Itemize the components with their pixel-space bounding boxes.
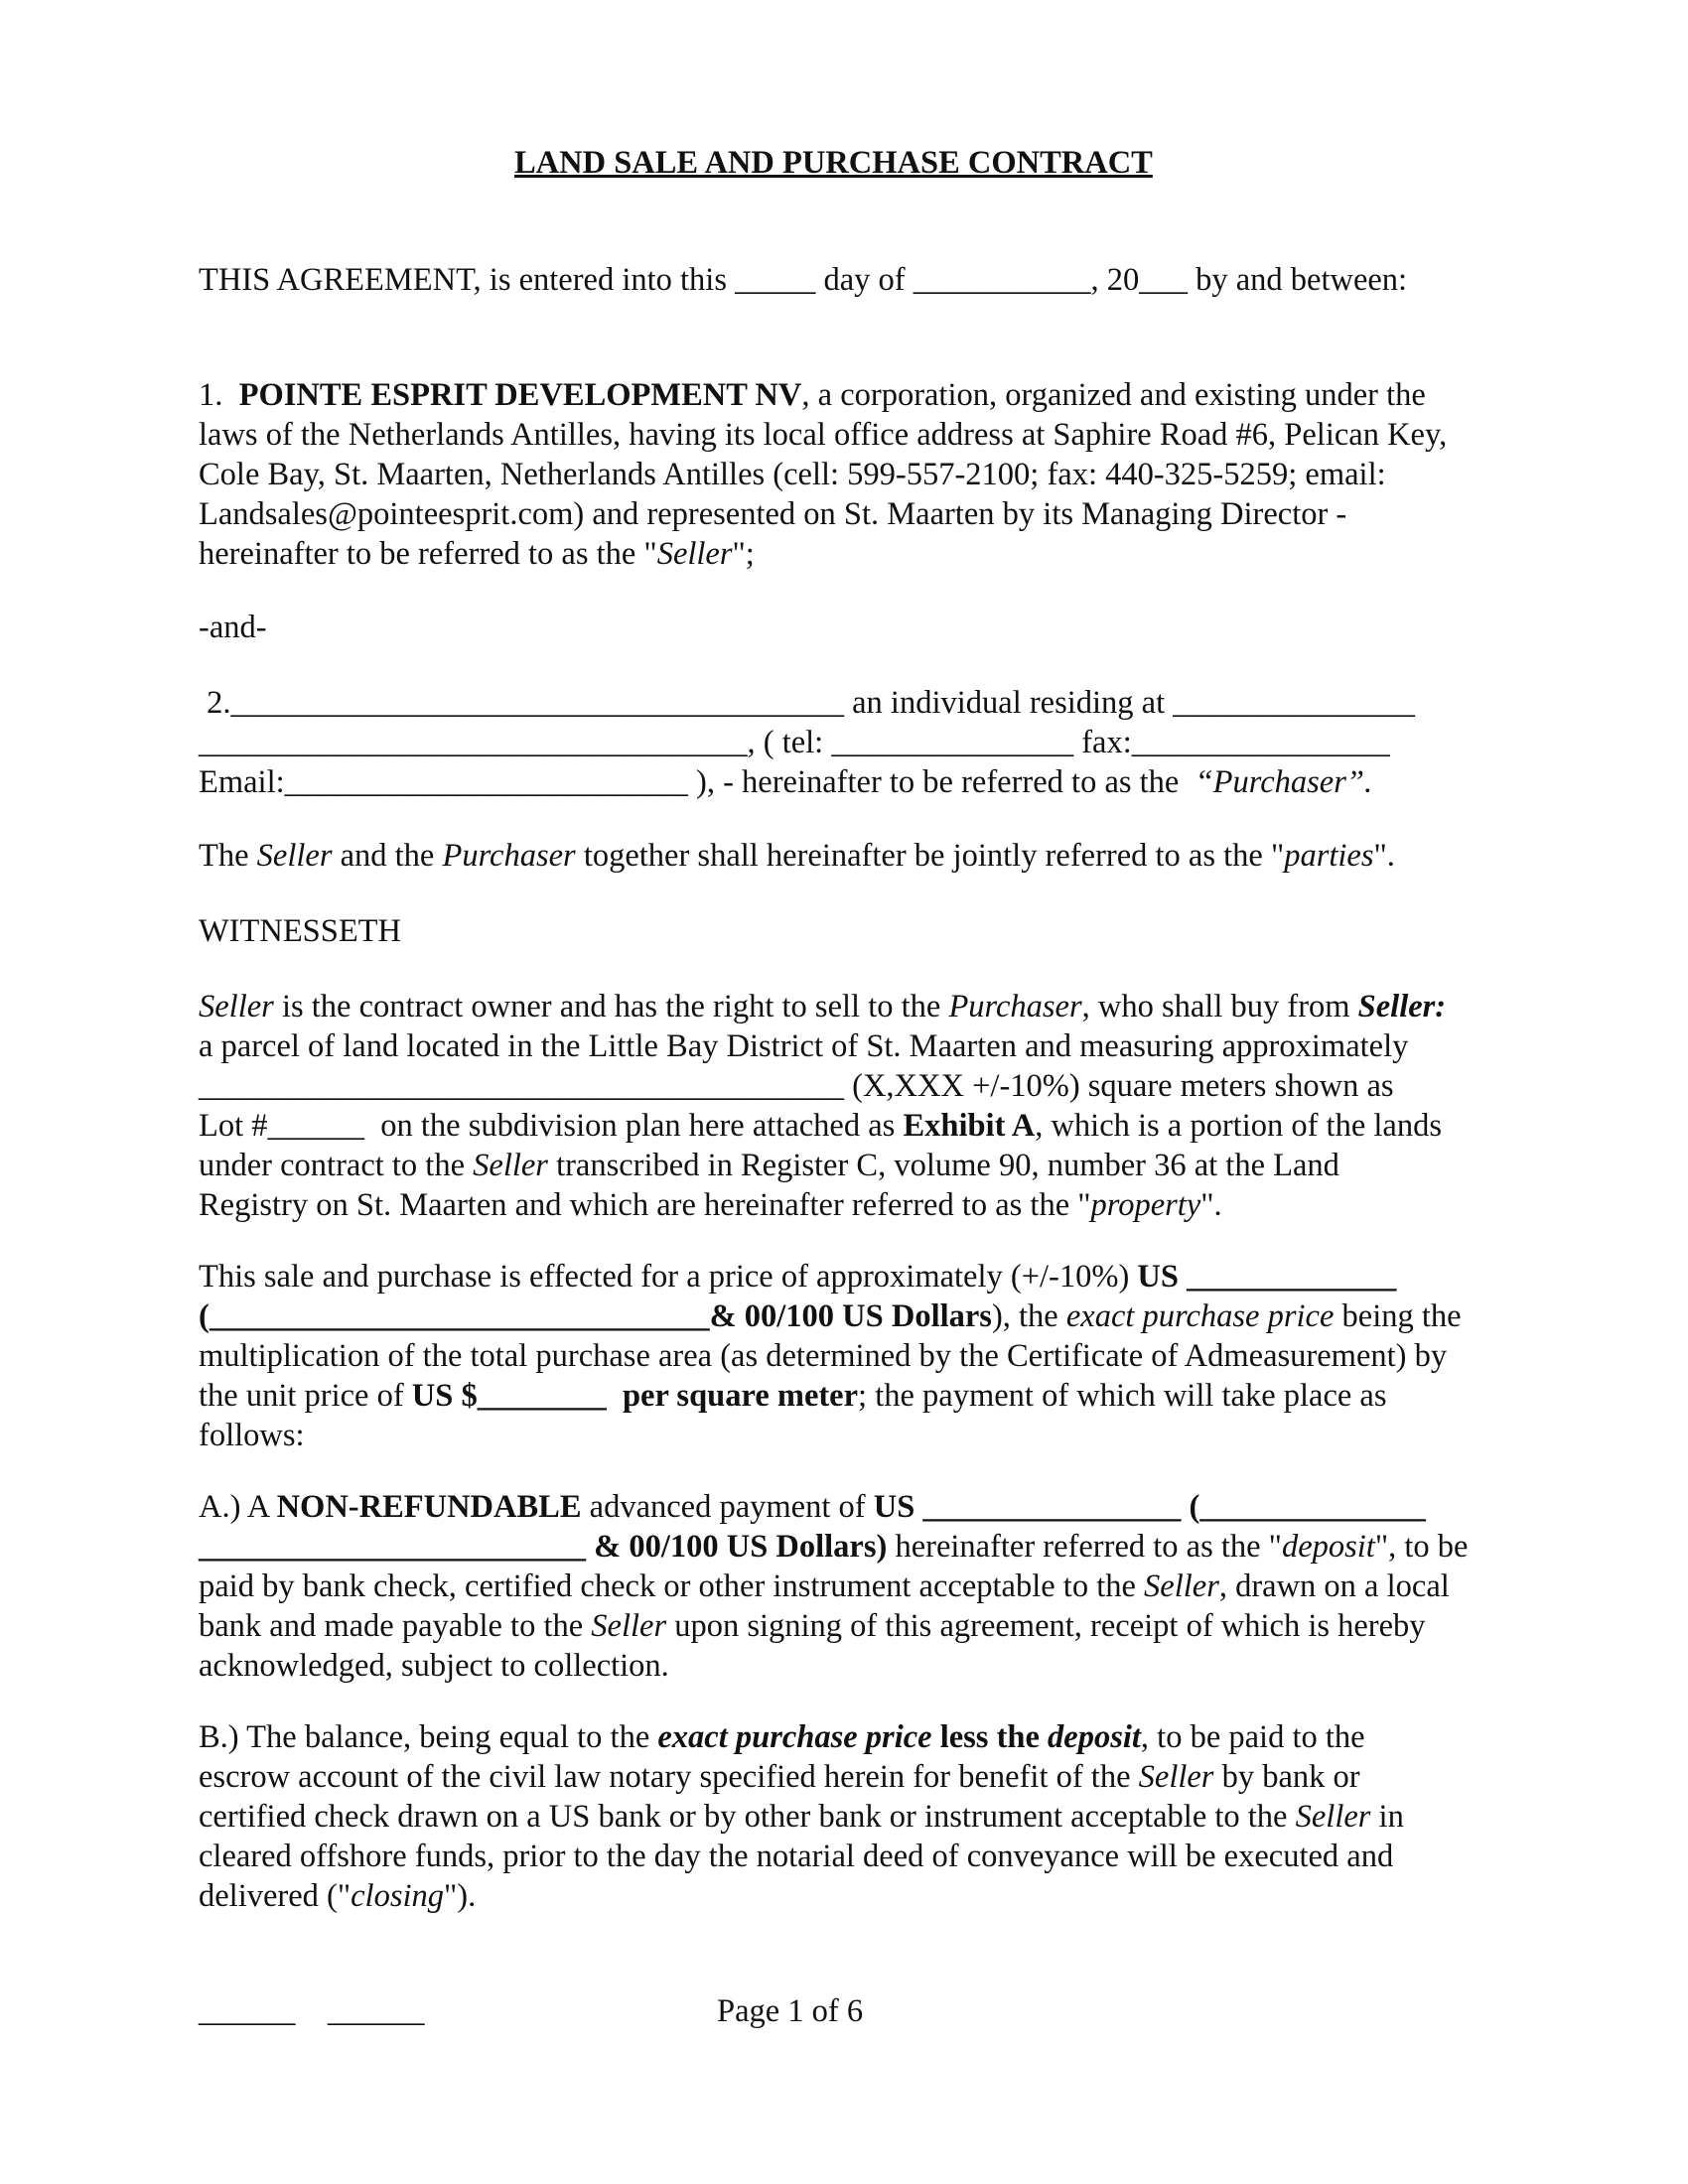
clause-a-text: paid by bank check, certified check or other instrument acceptable to the bbox=[199, 1569, 1145, 1604]
price-line-4 bbox=[199, 1380, 1387, 1413]
party2-line-2: __________________________________, ( tel: _______________ fax:________________ bbox=[199, 725, 1390, 760]
property-text: transcribed in Register C, volume 90, number 36 at the Land bbox=[547, 1148, 1339, 1183]
party1-line-3: Cole Bay, St. Maarten, Netherlands Antilles (cell: 599-557-2100; fax: 440-325-5259; email: bbox=[199, 457, 1386, 492]
property-text: , which is a portion of the lands bbox=[1035, 1108, 1442, 1144]
party1-number: 1. bbox=[199, 377, 239, 413]
deposit-amount-blank: US ________________ (______________ bbox=[873, 1489, 1426, 1525]
clause-b-text: "). bbox=[444, 1878, 477, 1914]
property-term: property bbox=[1090, 1187, 1201, 1223]
property-text: Registry on St. Maarten and which are hereinafter referred to as the " bbox=[199, 1187, 1091, 1223]
party1-text: "; bbox=[732, 536, 755, 572]
property-text: is the contract owner and has the right to sell to the bbox=[273, 989, 949, 1024]
clause-a-line-2 bbox=[199, 1531, 1468, 1564]
property-line-6 bbox=[199, 1189, 1222, 1222]
closing-term: closing bbox=[351, 1878, 445, 1914]
purchaser-term: Purchaser bbox=[442, 838, 576, 874]
seller-company-name: POINTE ESPRIT DEVELOPMENT NV bbox=[238, 377, 802, 413]
clause-a-line-4 bbox=[199, 1610, 1426, 1643]
clause-b-line-4: cleared offshore funds, prior to the day the notarial deed of conveyance will be executed and bbox=[199, 1839, 1394, 1874]
clause-a-text: advanced payment of bbox=[581, 1489, 874, 1525]
clause-a-text: ", to be bbox=[1374, 1529, 1469, 1565]
seller-term: Seller bbox=[256, 838, 333, 874]
property-line-3: ________________________________________ (X,XXX +/-10%) square meters shown as bbox=[199, 1068, 1394, 1104]
page-number: Page 1 of 6 bbox=[717, 1993, 864, 2029]
clause-a-text: A.) A bbox=[199, 1489, 277, 1525]
clause-b-text: certified check drawn on a US bank or by other bank or instrument acceptable to the bbox=[199, 1799, 1296, 1835]
initials-blanks: ______ ______ bbox=[199, 1993, 425, 2029]
purchaser-term: “Purchaser”. bbox=[1195, 764, 1373, 800]
parties-text: The bbox=[199, 838, 257, 874]
clause-a-text: bank and made payable to the bbox=[199, 1608, 592, 1644]
seller-term: Seller bbox=[1138, 1759, 1214, 1795]
party2-text: Email:_________________________ ), - hereinafter to be referred to as the bbox=[199, 764, 1196, 800]
seller-term: Seller: bbox=[1357, 989, 1447, 1024]
exhibit-reference: Exhibit A bbox=[903, 1108, 1036, 1144]
clause-a-line-5: acknowledged, subject to collection. bbox=[199, 1648, 669, 1684]
property-line-1 bbox=[199, 991, 1446, 1024]
party1-line-2: laws of the Netherlands Antilles, having its local office address at Saphire Road #6, Pelican Key, bbox=[199, 417, 1448, 453]
clause-a-text: hereinafter referred to as the " bbox=[887, 1529, 1282, 1565]
seller-term: Seller bbox=[656, 536, 733, 572]
clause-b-text: , to be paid to the bbox=[1140, 1719, 1365, 1755]
price-text: ), the bbox=[991, 1298, 1066, 1334]
clause-a-line-3 bbox=[199, 1570, 1450, 1603]
clause-a-text: upon signing of this agreement, receipt of which is hereby bbox=[666, 1608, 1426, 1644]
and-separator: -and- bbox=[199, 610, 267, 645]
exact-price-term: exact purchase price bbox=[1065, 1298, 1335, 1334]
seller-term: Seller bbox=[591, 1608, 667, 1644]
deposit-term: deposit bbox=[1281, 1529, 1375, 1565]
seller-term: Seller bbox=[199, 989, 274, 1024]
clause-b-text: by bank or bbox=[1213, 1759, 1360, 1795]
clause-b-text: escrow account of the civil law notary specified herein for benefit of the bbox=[199, 1759, 1139, 1795]
price-text: This sale and purchase is effected for a price of approximately (+/-10%) bbox=[199, 1259, 1138, 1295]
seller-term: Seller bbox=[473, 1148, 548, 1183]
party1-line-5 bbox=[199, 538, 755, 571]
parties-text: and the bbox=[332, 838, 443, 874]
party1-text: , a corporation, organized and existing under the bbox=[801, 377, 1426, 413]
clause-b-line-2 bbox=[199, 1761, 1360, 1794]
less-the-term: less the bbox=[931, 1719, 1049, 1755]
clause-b-line-5 bbox=[199, 1880, 476, 1913]
clause-a-text: , drawn on a local bbox=[1218, 1569, 1450, 1604]
party1-line-4: Landsales@pointeesprit.com) and represented on St. Maarten by its Managing Director - bbox=[199, 496, 1347, 532]
seller-term: Seller bbox=[1144, 1569, 1219, 1604]
deposit-term: deposit bbox=[1048, 1719, 1141, 1755]
unit-price-blank: US $________ per square meter bbox=[411, 1378, 859, 1414]
seller-term: Seller bbox=[1295, 1799, 1371, 1835]
property-line-4 bbox=[199, 1110, 1442, 1143]
parties-definition bbox=[199, 840, 1395, 873]
parties-text: ". bbox=[1373, 838, 1395, 874]
agreement-line: THIS AGREEMENT, is entered into this _____ day of ___________, 20___ by and between: bbox=[199, 262, 1408, 298]
currency-label: US bbox=[1137, 1259, 1179, 1295]
property-line-5 bbox=[199, 1150, 1339, 1182]
price-line-1 bbox=[199, 1261, 1396, 1294]
party1-text: hereinafter to be referred to as the " bbox=[199, 536, 657, 572]
property-text: under contract to the bbox=[199, 1148, 474, 1183]
property-text: , who shall buy from bbox=[1081, 989, 1358, 1024]
clause-b-line-3 bbox=[199, 1801, 1404, 1834]
clause-b-text: in bbox=[1370, 1799, 1404, 1835]
party2-line-1: 2.______________________________________ an individual residing at _______________ bbox=[199, 685, 1416, 721]
non-refundable-term: NON-REFUNDABLE bbox=[276, 1489, 582, 1525]
price-line-5: follows: bbox=[199, 1418, 305, 1453]
property-text: Lot #______ on the subdivision plan here attached as bbox=[199, 1108, 904, 1144]
price-line-3: multiplication of the total purchase area (as determined by the Certificate of Admeasurement) by bbox=[199, 1338, 1448, 1374]
clause-b-line-1 bbox=[199, 1721, 1365, 1754]
price-blank: _____________ bbox=[1187, 1259, 1397, 1295]
price-text: the unit price of bbox=[199, 1378, 412, 1414]
price-words-blank: (_______________________________& 00/100 US Dollars bbox=[199, 1298, 992, 1334]
clause-b-text: delivered (" bbox=[199, 1878, 352, 1914]
property-line-2: a parcel of land located in the Little Bay District of St. Maarten and measuring approximately bbox=[199, 1028, 1409, 1064]
parties-term: parties bbox=[1284, 838, 1374, 874]
price-text: being the bbox=[1334, 1298, 1462, 1334]
clause-a-line-1 bbox=[199, 1491, 1426, 1524]
price-line-2 bbox=[199, 1300, 1462, 1333]
purchaser-term: Purchaser bbox=[948, 989, 1082, 1024]
price-text: ; the payment of which will take place as bbox=[858, 1378, 1387, 1414]
deposit-words-blank: ________________________ & 00/100 US Dollars) bbox=[199, 1529, 888, 1565]
party1-line-1 bbox=[199, 379, 1426, 412]
parties-text: together shall hereinafter be jointly referred to as the " bbox=[575, 838, 1285, 874]
document-title: LAND SALE AND PURCHASE CONTRACT bbox=[514, 145, 1153, 181]
witnesseth-heading: WITNESSETH bbox=[199, 913, 401, 949]
clause-b-text: B.) The balance, being equal to the bbox=[199, 1719, 658, 1755]
property-text: ". bbox=[1200, 1187, 1222, 1223]
exact-price-term: exact purchase price bbox=[657, 1719, 932, 1755]
party2-line-3 bbox=[199, 766, 1372, 799]
